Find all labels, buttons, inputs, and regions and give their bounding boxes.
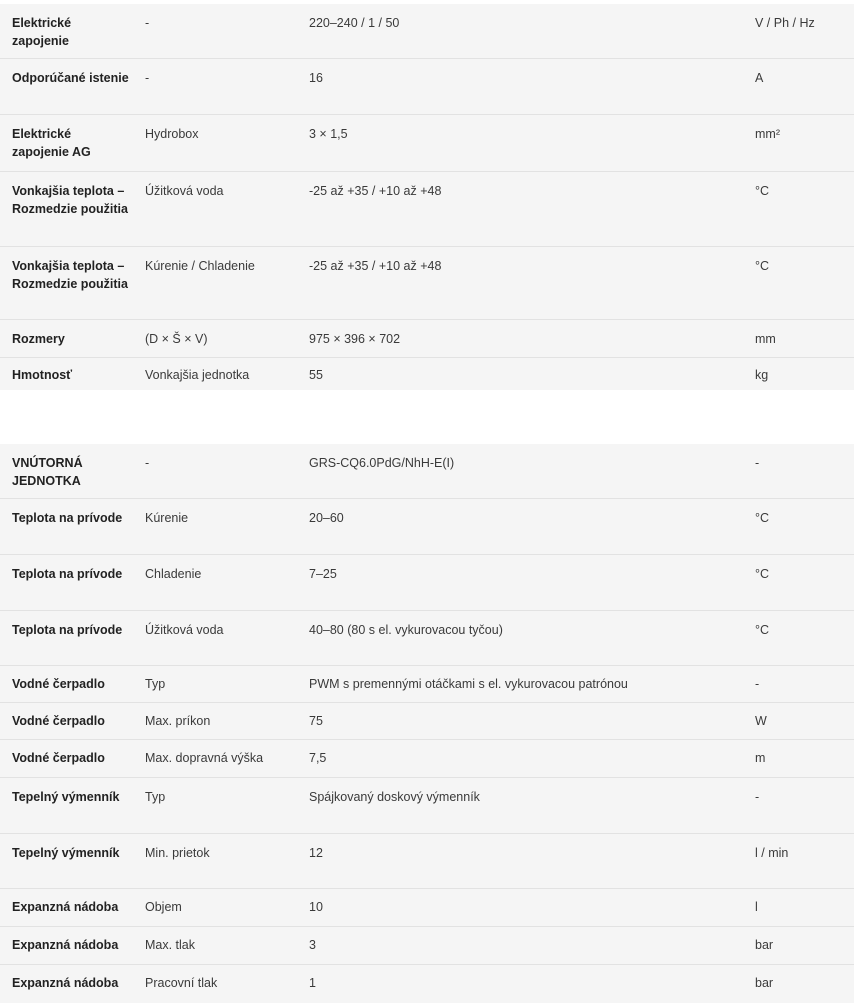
spec-param-label: Expanzná nádoba [12,900,119,914]
indoor-unit-spec-table [0,444,854,1003]
spec-context: Max. tlak [145,938,196,952]
spec-param-label: Tepelný výmenník [12,846,120,860]
spec-value: 75 [309,714,323,728]
spec-row [0,889,854,927]
spec-param-label: Tepelný výmenník [12,790,120,804]
spec-row [0,778,854,834]
spec-value: PWM s premennými otáčkami s el. vykurovacou patrónou [309,677,628,691]
spec-param-label: Elektrické zapojenie [12,16,72,48]
spec-value: 220–240 / 1 / 50 [309,16,400,30]
spec-unit: l / min [755,846,789,860]
spec-param-label: Teplota na prívode [12,623,123,637]
spec-row [0,59,854,115]
spec-param-label: Elektrické zapojenie AG [12,127,91,159]
spec-unit: bar [755,976,774,990]
spec-row [0,834,854,889]
spec-context: Kúrenie [145,511,189,525]
spec-row [0,927,854,965]
spec-row [0,555,854,611]
spec-param-label: Hmotnosť [12,368,73,382]
spec-param-label: Teplota na prívode [12,567,123,581]
spec-unit: °C [755,567,770,581]
spec-param-label: Teplota na prívode [12,511,123,525]
spec-value: 40–80 (80 s el. vykurovacou tyčou) [309,623,503,637]
spec-context: Max. dopravná výška [145,751,264,765]
spec-context: Typ [145,790,166,804]
spec-context: Pracovní tlak [145,976,218,990]
spec-value: 10 [309,900,323,914]
spec-context: Úžitková voda [145,623,224,637]
spec-context: - [145,16,150,30]
spec-context: Kúrenie / Chladenie [145,259,255,273]
spec-value: 975 × 396 × 702 [309,332,401,346]
spec-param-label: Vonkajšia teplota – Rozmedzie použitia [12,259,128,291]
spec-row [0,703,854,740]
spec-value: 3 × 1,5 [309,127,348,141]
spec-value: GRS-CQ6.0PdG/NhH-E(I) [309,456,455,470]
spec-value: -25 až +35 / +10 až +48 [309,259,442,273]
spec-unit: m [755,751,766,765]
spec-unit: A [755,71,764,85]
spec-row [0,740,854,778]
spec-param-label: Odporúčané istenie [12,71,129,85]
spec-unit: kg [755,368,769,382]
spec-value: 16 [309,71,323,85]
spec-row [0,115,854,172]
spec-unit: bar [755,938,774,952]
spec-param-label: Expanzná nádoba [12,976,119,990]
spec-value: -25 až +35 / +10 až +48 [309,184,442,198]
spec-unit: - [755,790,760,804]
spec-unit: V / Ph / Hz [755,16,815,30]
spec-param-label: VNÚTORNÁ JEDNOTKA [12,456,83,488]
spec-context: Objem [145,900,182,914]
spec-context: Min. prietok [145,846,210,860]
spec-param-label: Vodné čerpadlo [12,714,105,728]
spec-unit: - [755,456,760,470]
spec-row [0,499,854,555]
spec-unit: °C [755,623,770,637]
spec-unit: W [755,714,767,728]
spec-context: Chladenie [145,567,202,581]
spec-param-label: Vodné čerpadlo [12,751,105,765]
spec-row [0,611,854,666]
spec-unit: - [755,677,760,691]
spec-value: 7,5 [309,751,327,765]
spec-param-label: Rozmery [12,332,65,346]
spec-value: 12 [309,846,323,860]
spec-value: 3 [309,938,316,952]
spec-row [0,358,854,390]
spec-unit: l [755,900,758,914]
spec-context: Typ [145,677,166,691]
spec-context: Hydrobox [145,127,199,141]
spec-row [0,4,854,59]
spec-row [0,444,854,499]
spec-context: Úžitková voda [145,184,224,198]
spec-row [0,666,854,703]
spec-row [0,172,854,247]
spec-param-label: Vodné čerpadlo [12,677,105,691]
spec-context: Vonkajšia jednotka [145,368,250,382]
spec-context: Max. príkon [145,714,211,728]
spec-value: Spájkovaný doskový výmenník [309,790,480,804]
spec-context: - [145,71,150,85]
spec-param-label: Vonkajšia teplota – Rozmedzie použitia [12,184,128,216]
spec-value: 20–60 [309,511,344,525]
spec-value: 55 [309,368,323,382]
spec-param-label: Expanzná nádoba [12,938,119,952]
spec-value: 1 [309,976,316,990]
spec-unit: mm [755,332,776,346]
spec-unit: °C [755,184,770,198]
spec-row [0,965,854,1003]
outdoor-unit-spec-table [0,4,854,390]
spec-context: - [145,456,150,470]
spec-unit: °C [755,259,770,273]
spec-row [0,320,854,358]
spec-unit: mm² [755,127,780,141]
spec-unit: °C [755,511,770,525]
spec-context: (D × Š × V) [145,332,208,346]
spec-value: 7–25 [309,567,337,581]
spec-row [0,247,854,320]
